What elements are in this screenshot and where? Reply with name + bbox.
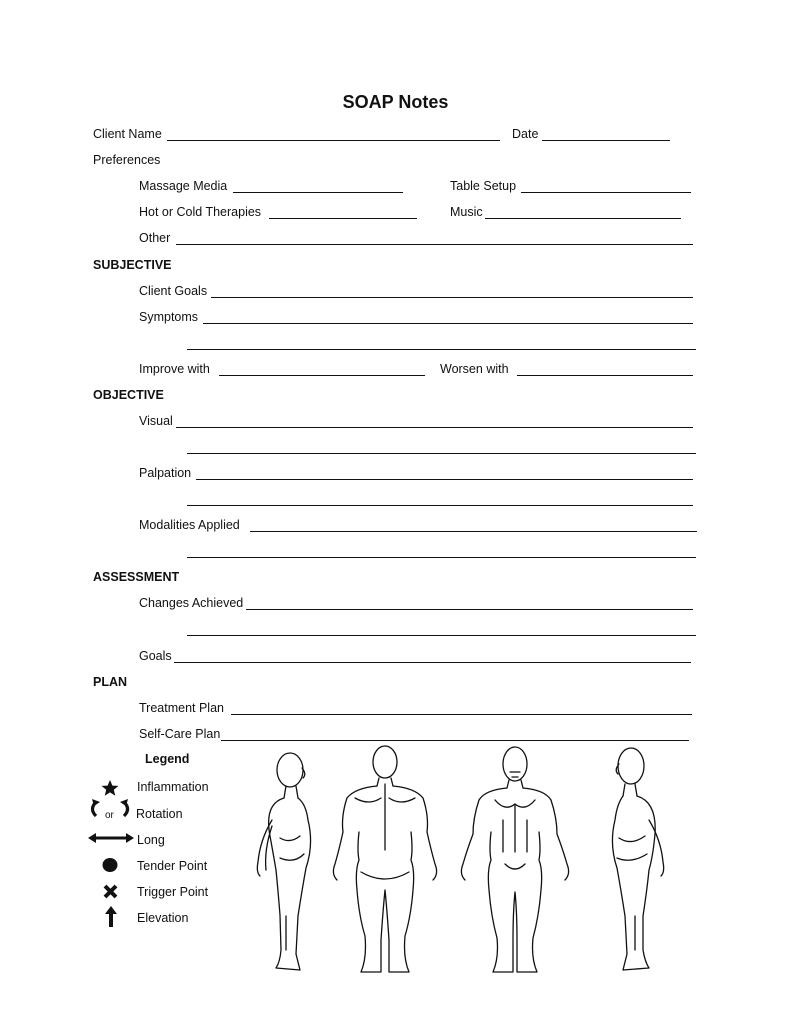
palpation-field[interactable]: [196, 479, 693, 480]
legend-label-long: Long: [137, 833, 165, 847]
modalities-label: Modalities Applied: [139, 518, 240, 532]
client-name-field[interactable]: [167, 140, 500, 141]
star-icon: [100, 780, 140, 796]
plan-heading: PLAN: [93, 675, 128, 689]
subjective-heading: SUBJECTIVE: [93, 258, 172, 272]
improve-with-label: Improve with: [139, 362, 210, 376]
filled-circle-icon: [102, 857, 142, 873]
massage-media-label: Massage Media: [139, 179, 228, 193]
legend-or-text: or: [105, 810, 114, 821]
table-setup-label: Table Setup: [450, 179, 517, 193]
up-arrow-icon: [104, 906, 118, 928]
goals-label: Goals: [139, 649, 172, 663]
changes-achieved-field-continued[interactable]: [187, 635, 696, 636]
self-care-label: Self-Care Plan: [139, 727, 221, 741]
page-title: SOAP Notes: [342, 92, 449, 112]
hot-cold-field[interactable]: [269, 218, 417, 219]
assessment-heading: ASSESSMENT: [93, 570, 180, 584]
body-figure-front: [461, 747, 568, 972]
legend-label-inflammation: Inflammation: [137, 780, 209, 794]
treatment-plan-field[interactable]: [231, 714, 692, 715]
symptoms-label: Symptoms: [139, 310, 199, 324]
changes-achieved-label: Changes Achieved: [139, 596, 244, 610]
improve-with-field[interactable]: [219, 375, 425, 376]
table-setup-field[interactable]: [521, 192, 691, 193]
legend-label-rotation: Rotation: [136, 807, 183, 821]
worsen-with-label: Worsen with: [440, 362, 509, 376]
client-goals-label: Client Goals: [139, 284, 208, 298]
client-name-label: Client Name: [93, 127, 162, 141]
body-figure-side-left: [612, 748, 663, 970]
modalities-field-continued[interactable]: [187, 557, 696, 558]
objective-heading: OBJECTIVE: [93, 388, 164, 402]
date-label: Date: [512, 127, 539, 141]
treatment-plan-label: Treatment Plan: [139, 701, 224, 715]
symptoms-field-continued[interactable]: [187, 349, 696, 350]
modalities-field[interactable]: [250, 531, 697, 532]
music-field[interactable]: [485, 218, 681, 219]
other-field[interactable]: [176, 244, 693, 245]
changes-achieved-field[interactable]: [246, 609, 693, 610]
visual-field-continued[interactable]: [187, 453, 696, 454]
legend-label-trigger-point: Trigger Point: [137, 885, 209, 899]
hot-cold-label: Hot or Cold Therapies: [139, 205, 262, 219]
legend-title: Legend: [145, 752, 190, 766]
client-goals-field[interactable]: [211, 297, 693, 298]
music-label: Music: [450, 205, 483, 219]
massage-media-field[interactable]: [233, 192, 403, 193]
date-field[interactable]: [542, 140, 670, 141]
visual-field[interactable]: [176, 427, 693, 428]
double-arrow-icon: [88, 832, 134, 844]
goals-field[interactable]: [174, 662, 691, 663]
body-figure-side-right: [257, 753, 310, 970]
body-diagrams: [240, 740, 680, 980]
palpation-field-continued[interactable]: [187, 505, 693, 506]
other-label: Other: [139, 231, 171, 245]
palpation-label: Palpation: [139, 466, 192, 480]
legend-label-elevation: Elevation: [137, 911, 189, 925]
preferences-label: Preferences: [93, 153, 161, 167]
symptoms-field[interactable]: [203, 323, 693, 324]
visual-label: Visual: [139, 414, 173, 428]
body-figure-back: [333, 746, 436, 972]
legend-label-tender-point: Tender Point: [137, 859, 208, 873]
worsen-with-field[interactable]: [517, 375, 693, 376]
